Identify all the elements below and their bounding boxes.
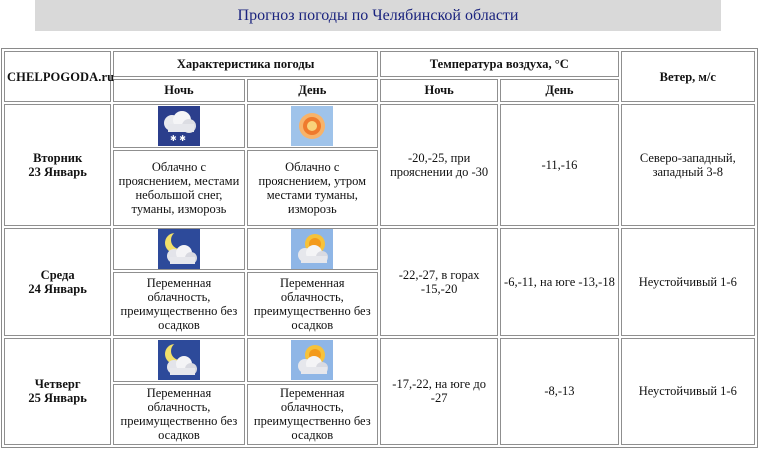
weekday: Четверг bbox=[34, 377, 81, 392]
cloud-snow-night-icon bbox=[158, 106, 200, 146]
date: 25 Январь bbox=[28, 391, 87, 406]
night-icon-cell bbox=[113, 104, 244, 148]
night-description: Переменная облачность, преимущественно без осадков bbox=[113, 272, 244, 335]
night-icon-cell bbox=[113, 338, 244, 382]
temp-day: -11,-16 bbox=[500, 104, 618, 226]
page-title: Прогноз погоды по Челябинской области bbox=[237, 6, 519, 24]
title-bar bbox=[35, 0, 721, 31]
temp-night-header: Ночь bbox=[380, 79, 498, 102]
weather-day-header: День bbox=[247, 79, 378, 102]
date: 23 Январь bbox=[28, 164, 87, 179]
site-name: CHELPOGODA.ru bbox=[4, 51, 111, 102]
day-cell bbox=[4, 104, 111, 226]
moon-cloud-icon bbox=[158, 229, 200, 269]
sun-icon bbox=[291, 106, 333, 146]
day-cell bbox=[4, 338, 111, 445]
temp-night: -22,-27, в горах -15,-20 bbox=[380, 228, 498, 336]
day-icon-cell bbox=[247, 338, 378, 382]
wind: Северо-западный, западный 3-8 bbox=[621, 104, 755, 226]
day-description: Переменная облачность, преимущественно без осадков bbox=[247, 272, 378, 335]
night-icon-cell bbox=[113, 228, 244, 271]
temp-day-header: День bbox=[500, 79, 618, 102]
temp-night: -17,-22, на юге до -27 bbox=[380, 338, 498, 445]
weather-night-header: Ночь bbox=[113, 79, 244, 102]
sun-cloud-icon bbox=[291, 229, 333, 269]
temp-night: -20,-25, при прояснении до -30 bbox=[380, 104, 498, 226]
weekday: Вторник bbox=[33, 150, 83, 165]
day-icon-cell bbox=[247, 228, 378, 271]
sun-cloud-icon bbox=[291, 340, 333, 380]
moon-cloud-icon bbox=[158, 340, 200, 380]
day-description: Облачно с прояснением, утром местами туманы, изморозь bbox=[247, 150, 378, 226]
temp-day: -6,-11, на юге -13,-18 bbox=[500, 228, 618, 336]
svg-text:✱ ✱: ✱ ✱ bbox=[169, 133, 186, 143]
wind-header: Ветер, м/с bbox=[621, 51, 755, 102]
day-cell bbox=[4, 228, 111, 336]
day-description: Переменная облачность, преимущественно без осадков bbox=[247, 384, 378, 445]
date: 24 Январь bbox=[28, 281, 87, 296]
forecast-table bbox=[1, 48, 758, 448]
temp-day: -8,-13 bbox=[500, 338, 618, 445]
night-description: Облачно с прояснением, местами небольшой снег, туманы, изморозь bbox=[113, 150, 244, 226]
temperature-header: Температура воздуха, °С bbox=[380, 51, 619, 77]
wind: Неустойчивый 1-6 bbox=[621, 228, 755, 336]
night-description: Переменная облачность, преимущественно без осадков bbox=[113, 384, 244, 445]
wind: Неустойчивый 1-6 bbox=[621, 338, 755, 445]
weekday: Среда bbox=[40, 267, 75, 282]
day-icon-cell bbox=[247, 104, 378, 148]
weather-header: Характеристика погоды bbox=[113, 51, 378, 77]
